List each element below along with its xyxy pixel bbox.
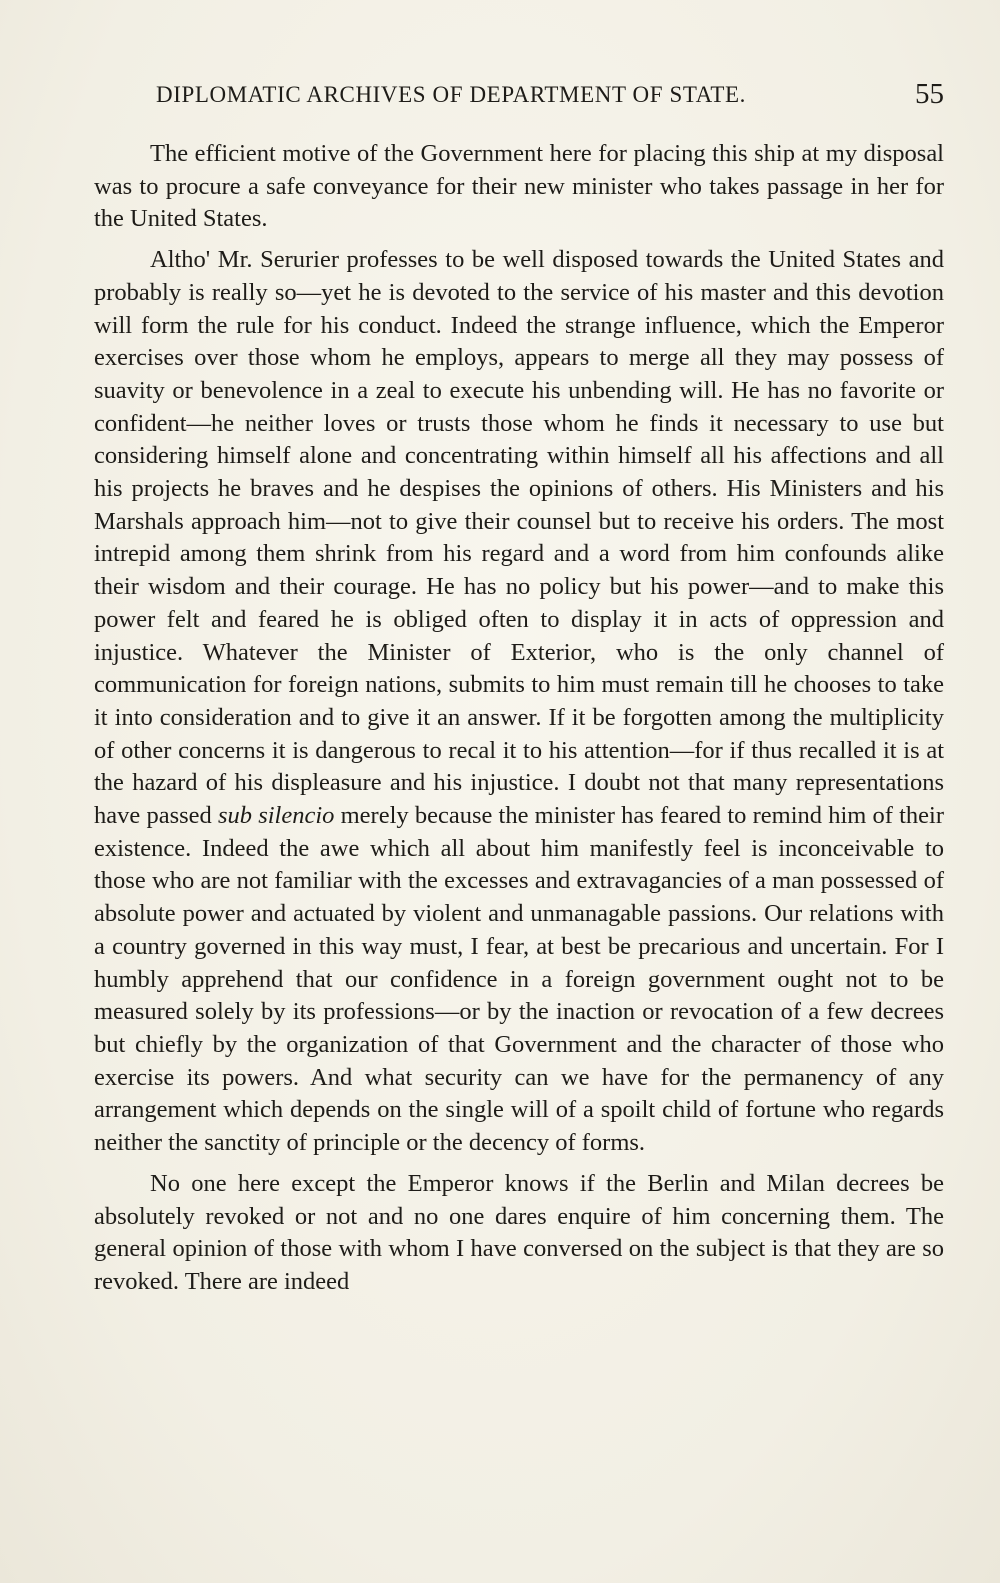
body-text [94,138,944,1307]
paragraph-2-text-b: merely because the minister has feared to remind him of their existence. Indeed the awe which all about him manifestly feel is inconceivable to those who are not familiar with the excesses and extravagancies of a man possessed of absolute power and actuated by violent and unmanagable passions. Our relations with a country governed in this way must, I fear, at best be precarious and uncertain. For I humbly apprehend that our confidence in a foreign government ought not to be measured solely by its professions—or by the inaction or revocation of a few decrees but chiefly by the organization of that Government and the character of those who exercise its powers. And what security can we have for the permanency of any arrangement which depends on the single will of a spoilt child of fortune who regards neither the sanctity of principle or the decency of forms. [94,802,945,1157]
latin-phrase: sub silencio [217,802,335,830]
paragraph-2-text-a: Altho' Mr. Serurier professes to be well disposed towards the United States and probably is really so—yet he is devoted to the service of his master and this devotion will form the rule for his conduct. Indeed the strange influence, which the Emperor exercises over those whom he employs, appears to merge all they may possess of suavity or benevolence in a zeal to execute his unbending will. He has no favorite or confident—he neither loves or trusts those whom he finds it necessary to use but considering himself alone and concentrating within himself all his affections and all his projects he braves and he despises the opinions of others. His Ministers and his Marshals approach him—not to give their counsel but to receive his orders. The most intrepid among them shrink from his regard and a word from him confounds alike their wisdom and their courage. He has no policy but his power—and to make this power felt and feared he is obliged often to display it in acts of oppression and injustice. Whatever the Minister of Exterior, who is the only channel of communication for foreign nations, submits to him must remain till he chooses to take it into consideration and to give it an answer. If it be forgotten among the multiplicity of other concerns it is dangerous to recal it to his attention—for if thus recalled it is at the hazard of his displeasure and his injustice. I doubt not that many representations have passed [94,246,944,830]
paragraph-3: No one here except the Emperor knows if the Berlin and Milan decrees be absolutely revoked or not and no one dares enquire of him concerning them. The general opinion of those with whom I have conversed on the subject is that they are so revoked. There are indeed [94,1169,944,1295]
paragraph-1: The efficient motive of the Government here for placing this ship at my disposal was to procure a safe conveyance for their new minister who takes passage in her for the United States. [94,140,944,233]
page-number: 55 [915,78,944,110]
running-header [94,74,944,118]
paragraph-2 [94,244,944,1160]
running-title: DIPLOMATIC ARCHIVES OF DEPARTMENT OF STATE. [156,82,746,107]
